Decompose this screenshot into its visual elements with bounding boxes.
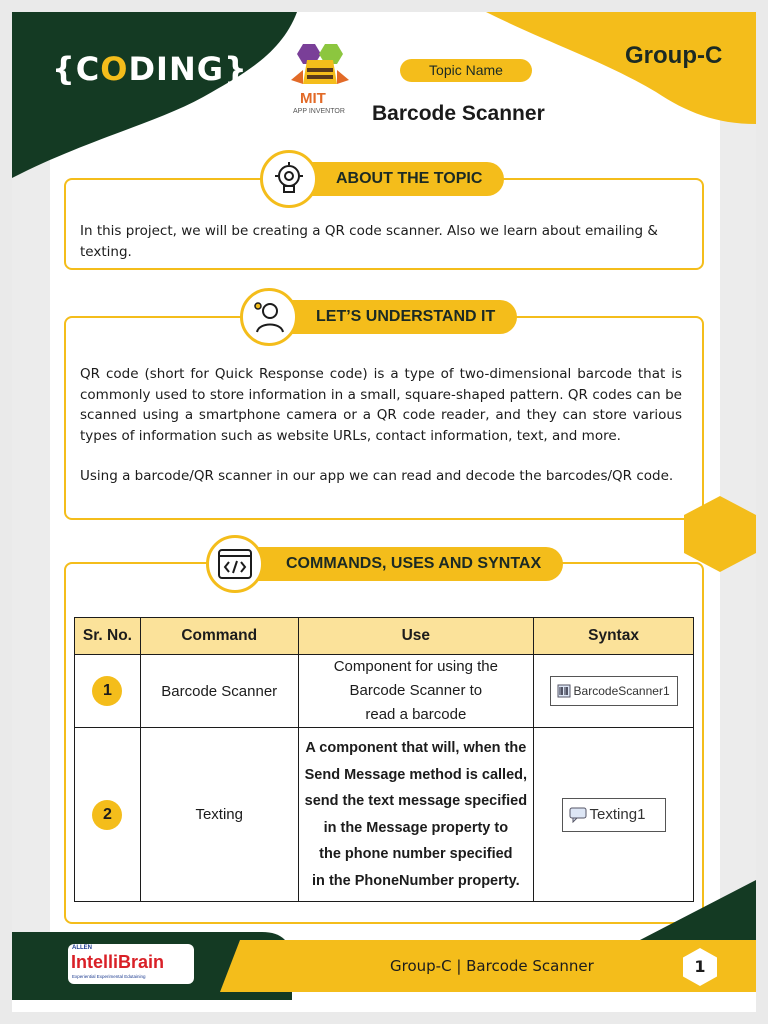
use-line: A component that will, when the [305,740,527,756]
barcode-scanner-component-label: BarcodeScanner1 [573,684,670,698]
row-number-cell [75,728,141,902]
understand-heading: LET’S UNDERSTAND IT [262,300,517,334]
commands-badge [206,535,264,593]
use-line: read a barcode [365,706,467,723]
col-header-sr-no: Sr. No. [75,618,141,655]
footer-green-wedge [560,880,756,940]
understand-para-1: QR code (short for Quick Response code) is a type of two-dimensional barcode that is commonly used to store information in a small, square-shaped pattern. QR codes can be scanned using a smartphone camera or a QR code reader, and they can store various types of information such as website URLs, contact information, text, and more. [80,366,682,444]
hexagon-decoration [684,496,756,572]
thinking-person-icon [250,298,288,336]
coding-logo-robot-o: O [100,50,129,88]
logo-intelli-text: Intelli [71,952,119,972]
use-line: Send Message method is called, [304,766,528,783]
coding-logo-prefix: {C [52,50,101,88]
commands-heading: COMMANDS, USES AND SYNTAX [232,547,563,581]
col-header-syntax: Syntax [534,618,694,655]
commands-table [74,617,694,902]
footer-title: Group-C | Barcode Scanner [390,957,594,975]
page-number: 1 [694,957,706,976]
use-line: the phone number specified [319,846,513,862]
use-line: Component for using the [333,658,498,675]
col-header-command: Command [140,618,298,655]
about-topic-badge [260,150,318,208]
speech-bubble-icon [569,807,587,823]
use-line: send the text message specified [304,793,528,809]
syntax-cell [534,728,694,902]
about-topic-heading: ABOUT THE TOPIC [282,162,504,196]
table-row [75,728,694,902]
app-inventor-label: APP INVENTOR [293,108,345,115]
table-row [75,655,694,728]
topic-name-pill: Topic Name [400,59,532,82]
row-number-cell [75,655,141,728]
understand-para-2: Using a barcode/QR scanner in our app we can read and decode the barcodes/QR code. [80,468,674,484]
page-number-badge [680,947,720,987]
about-topic-text: In this project, we will be creating a QR code scanner. Also we learn about emailing & texting. [80,223,658,260]
logo-brain-text: Brain [118,952,165,972]
use-cell [298,728,534,902]
command-cell: Barcode Scanner [140,655,298,728]
topic-title: Barcode Scanner [372,102,545,125]
header-green-shape [12,12,312,178]
barcode-scanner-component-block [550,676,678,706]
command-cell: Texting [140,728,298,902]
use-line: in the Message property to [323,819,509,836]
logo-allen-text: ALLEN [72,945,92,951]
barcode-icon [557,684,571,698]
table-header-row [75,618,694,655]
syntax-cell [534,655,694,728]
row-number-badge: 2 [92,800,122,830]
use-line: Barcode Scanner to [349,682,483,699]
col-header-use: Use [298,618,534,655]
logo-tagline: Experiential Experimental Edutaining [72,974,146,979]
left-margin-strip [12,60,50,960]
use-line: in the PhoneNumber property. [312,872,520,889]
allen-intellibrain-logo [68,944,198,986]
row-number-badge: 1 [92,676,122,706]
texting-component-label: Texting1 [589,806,646,823]
use-cell [298,655,534,728]
coding-logo-suffix: DING} [128,50,248,88]
lightbulb-gear-icon [270,160,308,198]
logo-wordmark [71,952,164,972]
mit-label: MIT [300,90,326,107]
code-window-icon [216,545,254,583]
group-label: Group-C [625,42,723,69]
coding-logo [52,50,248,88]
understand-badge [240,288,298,346]
texting-component-block [562,798,666,832]
